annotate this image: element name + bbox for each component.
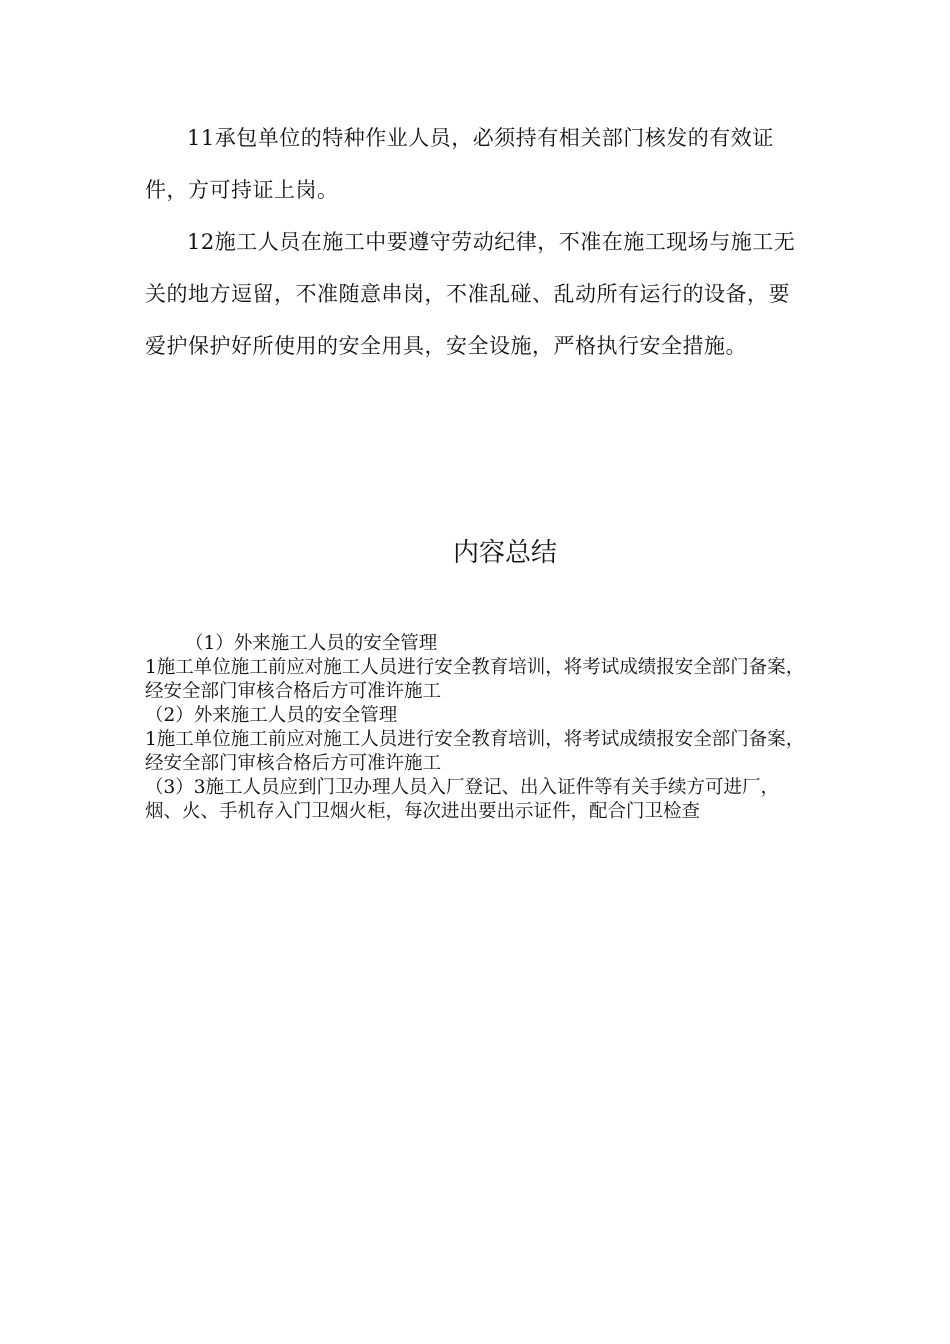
paragraph-11: 11承包单位的特种作业人员，必须持有相关部门核发的有效证件，方可持证上岗。	[145, 126, 774, 202]
summary-section	[145, 632, 810, 824]
summary-line: （3）3施工人员应到门卫办理人员入厂登记、出入证件等有关手续方可进厂，烟、火、手机存入门卫烟火柜，每次进出要出示证件，配合门卫检查	[145, 777, 780, 822]
summary-title: 内容总结	[452, 538, 557, 568]
summary-line: 1施工单位施工前应对施工人员进行安全教育培训，将考试成绩报安全部门备案，经安全部门审核合格后方可准许施工	[145, 729, 805, 774]
summary-line: 1施工单位施工前应对施工人员进行安全教育培训，将考试成绩报安全部门备案，经安全部门审核合格后方可准许施工	[145, 657, 805, 702]
summary-line: （2）外来施工人员的安全管理	[145, 705, 398, 726]
summary-line: （1）外来施工人员的安全管理	[185, 633, 438, 654]
paragraph-12: 12施工人员在施工中要遵守劳动纪律，不准在施工现场与施工无关的地方逗留，不准随意串岗，不准乱碰、乱动所有运行的设备，要爱护保护好所使用的安全用具，安全设施，严格执行安全措施。	[145, 230, 796, 358]
